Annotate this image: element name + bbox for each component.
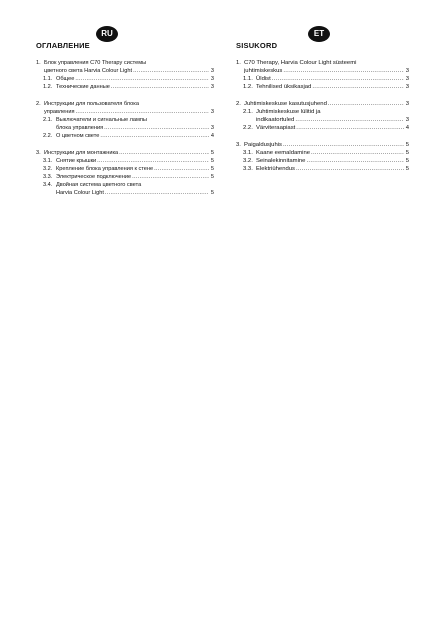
toc-page-number: 5 bbox=[405, 166, 409, 172]
language-badge-ru: RU bbox=[96, 26, 118, 42]
toc-subentry bbox=[36, 165, 214, 173]
toc-page-number: 5 bbox=[210, 174, 214, 180]
section-gap bbox=[36, 140, 214, 149]
toc-page-number: 5 bbox=[210, 166, 214, 172]
toc-page-number: 5 bbox=[405, 150, 409, 156]
toc-entry-number: 1.2. bbox=[243, 84, 253, 90]
toc-entry bbox=[36, 100, 214, 108]
toc-page-number: 4 bbox=[210, 133, 214, 139]
dot-leader bbox=[296, 124, 403, 132]
toc-entry-number: 2.1. bbox=[243, 109, 253, 115]
toc-title-et: SISUKORD bbox=[236, 41, 278, 50]
toc-entry-label: Инструкции для монтажника bbox=[44, 150, 119, 156]
section-gap bbox=[236, 91, 409, 100]
dot-leader bbox=[111, 83, 209, 91]
dot-leader bbox=[283, 67, 403, 75]
toc-entry-label: Juhtimiskeskuse kasutusjuhend bbox=[244, 101, 327, 107]
toc-entry-number: 1. bbox=[236, 60, 241, 66]
section-gap bbox=[236, 132, 409, 141]
toc-entry bbox=[36, 67, 214, 75]
toc-entry-number: 1. bbox=[36, 60, 41, 66]
toc-entry bbox=[36, 59, 214, 67]
toc-page-number: 5 bbox=[210, 158, 214, 164]
toc-entry-label: Общее bbox=[56, 76, 75, 82]
toc-subentry bbox=[36, 173, 214, 181]
toc-entry-number: 3.2. bbox=[243, 158, 253, 164]
dot-leader bbox=[311, 149, 404, 157]
toc-page-number: 5 bbox=[210, 190, 214, 196]
toc-page-number: 5 bbox=[405, 142, 409, 148]
toc-entry-number: 1.1. bbox=[243, 76, 253, 82]
toc-entry-label: Двойная система цветного света bbox=[56, 182, 142, 188]
toc-entry bbox=[236, 59, 409, 67]
dot-leader bbox=[312, 83, 403, 91]
toc-entry-label: indikaatortuled bbox=[256, 117, 295, 123]
toc-subentry bbox=[36, 116, 214, 124]
toc-entry-number: 1.1. bbox=[43, 76, 53, 82]
toc-entry-number: 3. bbox=[36, 150, 41, 156]
toc-subentry bbox=[36, 157, 214, 165]
toc-subentry bbox=[36, 75, 214, 83]
toc-entry-label: Elektriühendus bbox=[256, 166, 295, 172]
dot-leader bbox=[105, 189, 209, 197]
dot-leader bbox=[132, 173, 209, 181]
toc-entry-label: управления bbox=[44, 109, 75, 115]
toc-entry-label: juhtimiskeskus bbox=[244, 68, 283, 74]
toc-entry bbox=[36, 108, 214, 116]
toc-entry-label: Электрическое подключение bbox=[56, 174, 132, 180]
toc-entry-label: Технические данные bbox=[56, 84, 110, 90]
toc-page-number: 3 bbox=[210, 76, 214, 82]
toc-subentry bbox=[236, 116, 409, 124]
toc-entry-number: 2.2. bbox=[43, 133, 53, 139]
toc-entry-label: Блок управления C70 Therapy системы bbox=[44, 60, 147, 66]
toc-entry-label: Juhtimiskeskuse lülitid ja bbox=[256, 109, 321, 115]
toc-entry-label: Tehnilised üksikasjad bbox=[256, 84, 312, 90]
dot-leader bbox=[100, 132, 209, 140]
dot-leader bbox=[76, 108, 209, 116]
toc-page-number: 3 bbox=[210, 125, 214, 131]
toc-page-number: 5 bbox=[405, 158, 409, 164]
toc-entry-label: цветного света Harvia Colour Light bbox=[44, 68, 133, 74]
toc-entry-label: Üldist bbox=[256, 76, 271, 82]
toc-entry-number: 2. bbox=[36, 101, 41, 107]
toc-subentry bbox=[236, 124, 409, 132]
toc-subentry bbox=[236, 157, 409, 165]
toc-entry bbox=[236, 100, 409, 108]
toc-subentry bbox=[236, 108, 409, 116]
toc-page-number: 3 bbox=[405, 101, 409, 107]
toc-entry-number: 3.3. bbox=[243, 166, 253, 172]
dot-leader bbox=[154, 165, 209, 173]
toc-entry-number: 3.4. bbox=[43, 182, 53, 188]
toc-entry-label: Seinalekinnitamine bbox=[256, 158, 306, 164]
toc-entry bbox=[236, 141, 409, 149]
toc-list-ru bbox=[36, 59, 214, 197]
toc-entry-number: 3. bbox=[236, 142, 241, 148]
toc-entry-label: О цветном свете bbox=[56, 133, 100, 139]
toc-page-number: 3 bbox=[405, 117, 409, 123]
dot-leader bbox=[306, 157, 403, 165]
toc-list-et bbox=[236, 59, 409, 173]
toc-entry-number: 3.2. bbox=[43, 166, 53, 172]
toc-entry-number: 1.2. bbox=[43, 84, 53, 90]
toc-subentry bbox=[36, 83, 214, 91]
toc-entry-number: 3.1. bbox=[243, 150, 253, 156]
toc-page-number: 3 bbox=[405, 68, 409, 74]
toc-subentry bbox=[236, 75, 409, 83]
toc-entry-label: Крепление блока управления к стене bbox=[56, 166, 154, 172]
toc-entry bbox=[36, 149, 214, 157]
toc-subentry bbox=[236, 165, 409, 173]
toc-subentry bbox=[36, 124, 214, 132]
dot-leader bbox=[119, 149, 209, 157]
toc-title-ru: ОГЛАВЛЕНИЕ bbox=[36, 41, 90, 50]
dot-leader bbox=[104, 124, 209, 132]
toc-entry-number: 2.1. bbox=[43, 117, 53, 123]
toc-entry-label: Снятие крышки bbox=[56, 158, 97, 164]
toc-entry-label: Kaane eemaldamine bbox=[256, 150, 311, 156]
toc-entry-label: блока управления bbox=[56, 125, 104, 131]
toc-subentry bbox=[36, 189, 214, 197]
toc-page-number: 4 bbox=[405, 125, 409, 131]
dot-leader bbox=[75, 75, 209, 83]
toc-entry-label: Harvia Colour Light bbox=[56, 190, 104, 196]
toc-entry-number: 3.3. bbox=[43, 174, 53, 180]
toc-entry bbox=[236, 67, 409, 75]
toc-entry-label: Выключатели и сигнальные лампы bbox=[56, 117, 147, 123]
section-gap bbox=[36, 91, 214, 100]
dot-leader bbox=[283, 141, 404, 149]
toc-page-number: 3 bbox=[210, 84, 214, 90]
toc-page-number: 3 bbox=[405, 84, 409, 90]
toc-entry-label: Инструкции для пользователя блока bbox=[44, 101, 139, 107]
toc-entry-label: C70 Therapy, Harvia Colour Light süsteemi bbox=[244, 60, 357, 66]
toc-subentry bbox=[236, 149, 409, 157]
language-badge-et: ET bbox=[308, 26, 330, 42]
dot-leader bbox=[295, 116, 403, 124]
toc-subentry bbox=[36, 132, 214, 140]
toc-page-number: 5 bbox=[210, 150, 214, 156]
toc-entry-label: Paigaldusjuhis bbox=[244, 142, 282, 148]
toc-subentry bbox=[36, 181, 214, 189]
toc-entry-number: 2. bbox=[236, 101, 241, 107]
toc-entry-number: 2.2. bbox=[243, 125, 253, 131]
dot-leader bbox=[328, 100, 404, 108]
toc-entry-number: 3.1. bbox=[43, 158, 53, 164]
toc-entry-label: Värviteraapiast bbox=[256, 125, 296, 131]
dot-leader bbox=[296, 165, 404, 173]
toc-page-number: 3 bbox=[405, 76, 409, 82]
toc-page-number: 3 bbox=[210, 68, 214, 74]
dot-leader bbox=[97, 157, 209, 165]
dot-leader bbox=[272, 75, 404, 83]
toc-page-number: 3 bbox=[210, 109, 214, 115]
toc-subentry bbox=[236, 83, 409, 91]
dot-leader bbox=[133, 67, 209, 75]
